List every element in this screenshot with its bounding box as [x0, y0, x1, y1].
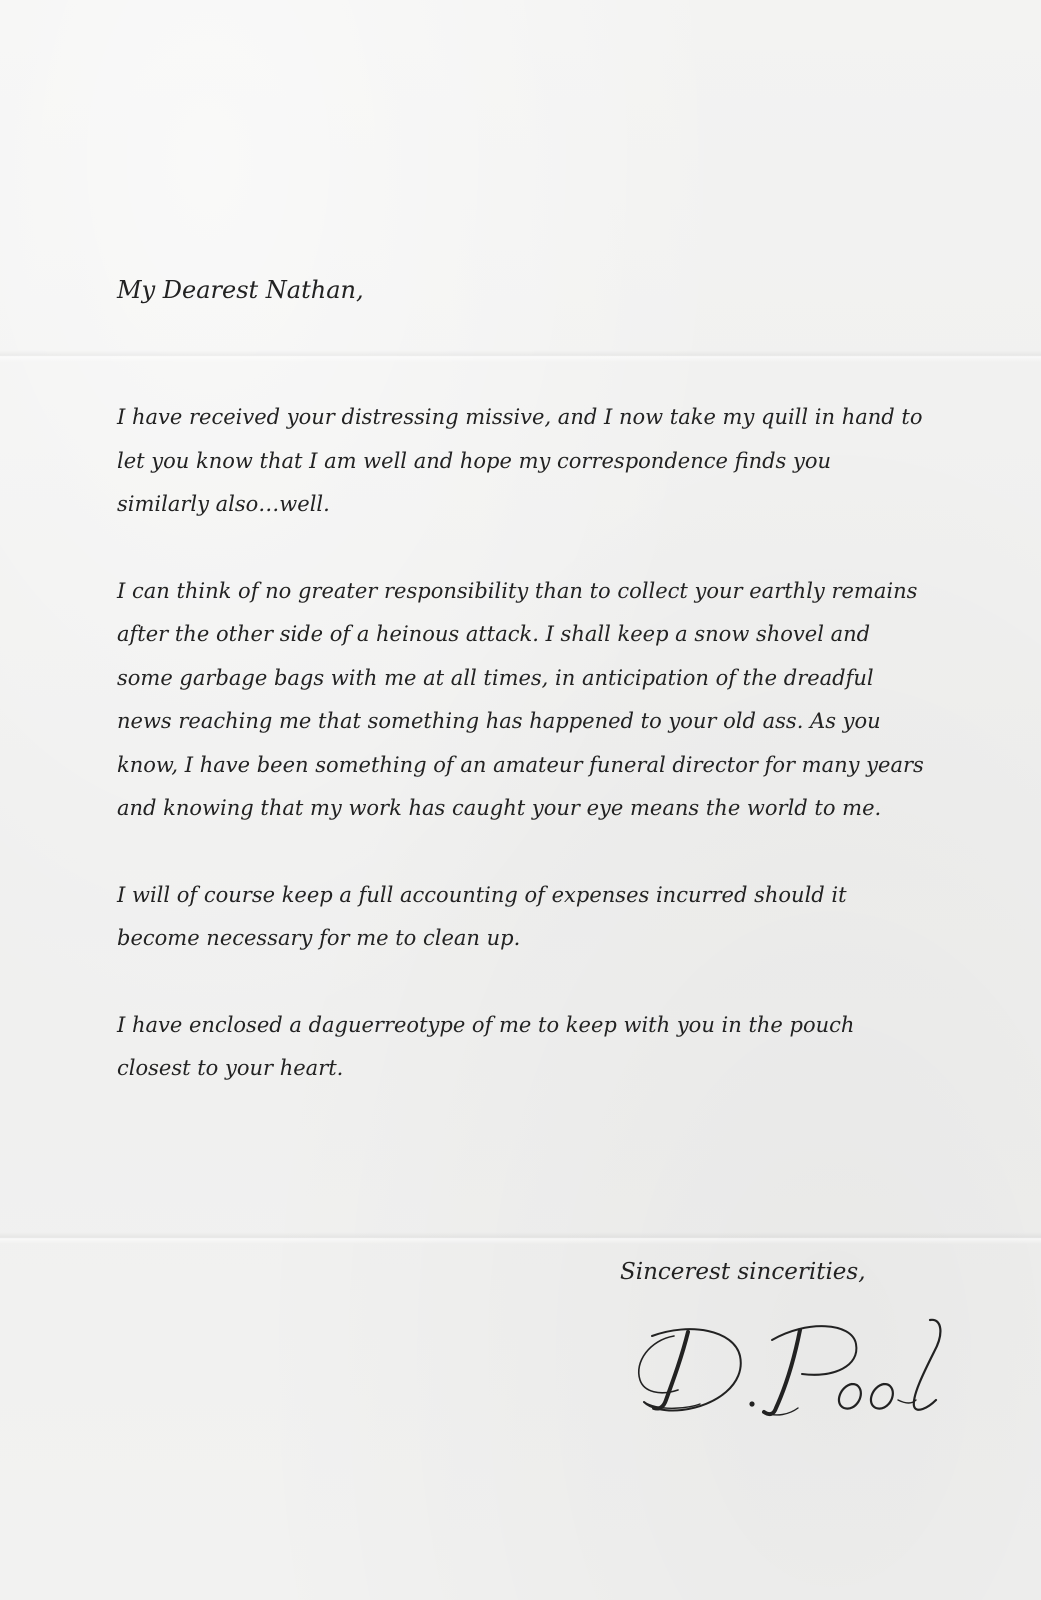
salutation: My Dearest Nathan, [117, 276, 364, 304]
paragraph-accounting: I will of course keep a full accounting of expenses incurred should it become necessary for me to clean up. [117, 882, 847, 950]
signature-d-pool [630, 1300, 960, 1430]
closing-line: Sincerest sincerities, [620, 1259, 866, 1285]
paragraph-daguerreotype: I have enclosed a daguerreotype of me to keep with you in the pouch closest to your heart. [117, 1012, 855, 1080]
paragraph-received-missive: I have received your distressing missive, and I now take my quill in hand to let you know that I am well and hope my correspondence finds you similarly also…well. [117, 405, 923, 516]
letter-body [117, 268, 929, 1091]
paragraph-collect-remains: I can think of no greater responsibility than to collect your earthly remains after the other side of a heinous attack. I shall keep a snow shovel and some garbage bags with me at all times, in anticipation of the dreadful news reaching me that something has happened to your old ass. As you know, I have been something of an amateur funeral director for many years and knowing that my work has caught your eye means the world to me. [117, 578, 924, 820]
paper-fold-lower [0, 1232, 1041, 1244]
